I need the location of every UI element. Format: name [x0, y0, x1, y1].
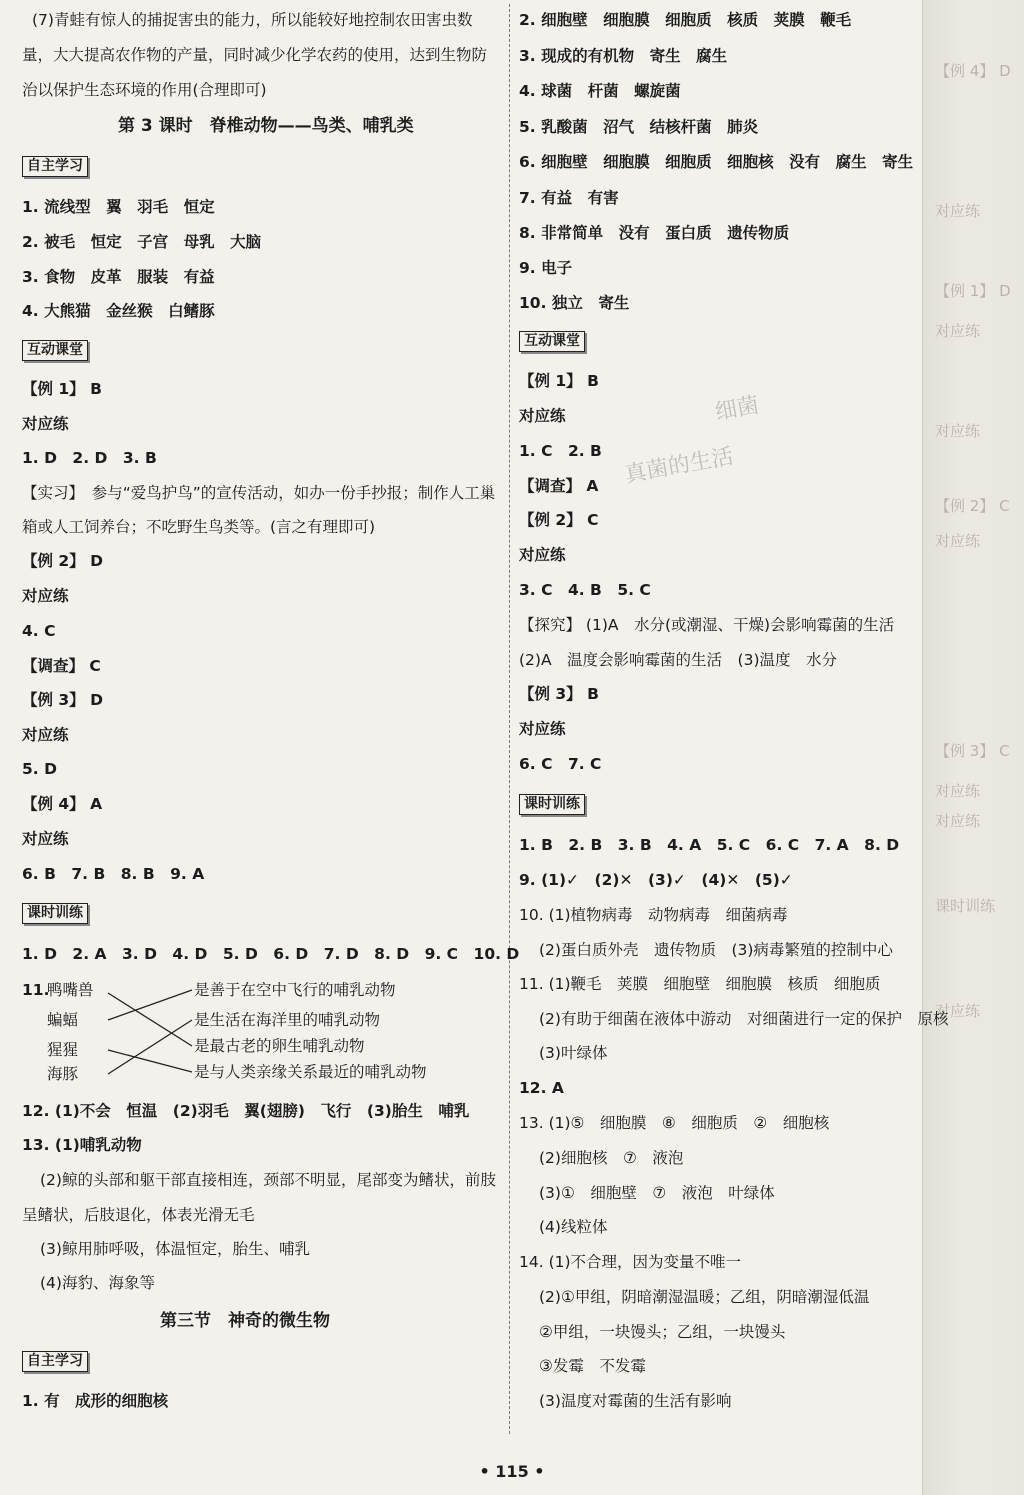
answer-line: 【例 1】 B [22, 380, 102, 398]
lesson-title: 第 3 课时 脊椎动物——鸟类、哺乳类 [118, 116, 414, 136]
answer-line: 14. (1)不合理，因为变量不唯一 [519, 1253, 742, 1271]
handwriting-line: 真菌的生活 [622, 444, 736, 488]
answer-line: 对应练 [519, 407, 566, 425]
answer-line: 4. 球菌 杆菌 螺旋菌 [519, 82, 681, 100]
answer-line: 对应练 [22, 830, 69, 848]
ghost-text: 对应练 [935, 422, 981, 440]
match-animal: 鸭嘴兽 [47, 981, 94, 999]
answer-line: 1. B 2. B 3. B 4. A 5. C 6. C 7. A 8. D [519, 836, 900, 854]
answer-line: 13. (1)⑤ 细胞膜 ⑧ 细胞质 ② 细胞核 [519, 1114, 830, 1132]
answer-line: 1. 有 成形的细胞核 [22, 1392, 169, 1410]
answer-line: 12. A [519, 1079, 564, 1097]
answer-line: 10. (1)植物病毒 动物病毒 细菌病毒 [519, 906, 788, 924]
adjacent-page-edge [922, 0, 1024, 1495]
answer-line: ③发霉 不发霉 [539, 1357, 646, 1375]
intro-text: (7)青蛙有惊人的捕捉害虫的能力，所以能较好地控制农田害虫数 [32, 11, 473, 29]
answer-line: (2)细胞核 ⑦ 液泡 [539, 1149, 684, 1167]
match-fact: 是善于在空中飞行的哺乳动物 [194, 981, 396, 999]
answer-line: 对应练 [22, 587, 69, 605]
tag-training: 课时训练 [519, 794, 585, 815]
answer-line: 11. (1)鞭毛 荚膜 细胞壁 细胞膜 核质 细胞质 [519, 975, 881, 993]
answer-line: (3)温度对霉菌的生活有影响 [539, 1392, 732, 1410]
answer-line: (4)线粒体 [539, 1218, 608, 1236]
match-line [108, 1050, 192, 1072]
answer-line: 【例 4】 A [22, 795, 103, 813]
answer-line: 【例 2】 C [519, 511, 599, 529]
ghost-text: 课时训练 [935, 897, 996, 915]
answer-line: 13. (1)哺乳动物 [22, 1136, 142, 1154]
match-animal: 猩猩 [47, 1041, 79, 1059]
answer-line: 9. (1)✓ (2)✕ (3)✓ (4)✕ (5)✓ [519, 871, 793, 889]
answer-line: 4. 大熊猫 金丝猴 白鳍豚 [22, 302, 215, 320]
ghost-text: 对应练 [935, 202, 981, 220]
answer-line: (3)叶绿体 [539, 1044, 608, 1062]
answer-line: 对应练 [22, 726, 69, 744]
match-animal: 蝙蝠 [47, 1011, 79, 1029]
handwriting-line: 细菌 [713, 393, 762, 426]
answer-line: 【例 2】 D [22, 552, 103, 570]
answer-line: 箱或人工饲养台；不吃野生鸟类等。(言之有理即可) [22, 518, 376, 536]
tag-interactive: 互动课堂 [519, 331, 585, 352]
answer-line: 呈鳍状，后肢退化，体表光滑无毛 [22, 1206, 255, 1224]
handwritten-note [613, 383, 771, 499]
answer-line: 8. 非常简单 没有 蛋白质 遗传物质 [519, 224, 790, 242]
answer-line: 【例 3】 D [22, 691, 103, 709]
answer-line: (3)① 细胞壁 ⑦ 液泡 叶绿体 [539, 1184, 775, 1202]
answer-line: 7. 有益 有害 [519, 189, 619, 207]
tag-training: 课时训练 [22, 903, 88, 924]
answer-line: 【调查】 A [519, 477, 599, 495]
answer-line: 【实习】 参与“爱鸟护鸟”的宣传活动，如办一份手抄报；制作人工巢 [22, 484, 496, 502]
intro-text: 治以保护生态环境的作用(合理即可) [22, 81, 267, 99]
answer-line: ②甲组，一块馒头；乙组，一块馒头 [539, 1323, 786, 1341]
answer-line: 12. (1)不会 恒温 (2)羽毛 翼(翅膀) 飞行 (3)胎生 哺乳 [22, 1102, 470, 1120]
answer-line: 3. 现成的有机物 寄生 腐生 [519, 47, 728, 65]
section-title: 第三节 神奇的微生物 [160, 1311, 330, 1331]
answer-line: 2. 细胞壁 细胞膜 细胞质 核质 荚膜 鞭毛 [519, 11, 852, 29]
match-line [108, 990, 192, 1020]
answer-line: 1. 流线型 翼 羽毛 恒定 [22, 198, 215, 216]
answer-line: 【探究】 (1)A 水分(或潮湿、干燥)会影响霉菌的生活 [519, 616, 895, 634]
page-number: • 115 • [479, 1462, 545, 1481]
answer-line: 2. 被毛 恒定 子宫 母乳 大脑 [22, 233, 262, 251]
answer-line: 10. 独立 寄生 [519, 294, 630, 312]
question-number: 11. [22, 981, 50, 999]
answer-line: (2)鲸的头部和躯干部直接相连，颈部不明显，尾部变为鳍状，前肢 [40, 1171, 496, 1189]
answer-line: 3. 食物 皮革 服装 有益 [22, 268, 215, 286]
answer-line: 对应练 [22, 415, 69, 433]
answer-line: 1. D 2. A 3. D 4. D 5. D 6. D 7. D 8. D 9. C 10. D [22, 945, 520, 963]
answer-line: 5. 乳酸菌 沼气 结核杆菌 肺炎 [519, 118, 759, 136]
ghost-text: 【例 2】 C [935, 497, 1010, 515]
answer-line: 1. C 2. B [519, 442, 602, 460]
ghost-text: 【例 1】 D [935, 282, 1011, 300]
answer-line: (2)蛋白质外壳 遗传物质 (3)病毒繁殖的控制中心 [539, 941, 893, 959]
ghost-text: 【例 4】 D [935, 62, 1011, 80]
answer-line: (3)鲸用肺呼吸，体温恒定，胎生、哺乳 [40, 1240, 310, 1258]
answer-line: 5. D [22, 760, 57, 778]
answer-line: 【例 1】 B [519, 372, 599, 390]
answer-line: 3. C 4. B 5. C [519, 581, 651, 599]
ghost-text: 对应练 [935, 532, 981, 550]
answer-line: (2)①甲组，阴暗潮湿温暖；乙组，阴暗潮湿低温 [539, 1288, 870, 1306]
match-line [108, 1020, 192, 1074]
answer-line: 6. B 7. B 8. B 9. A [22, 865, 205, 883]
answer-line: 【例 3】 B [519, 685, 599, 703]
ghost-text: 对应练 [935, 1002, 981, 1020]
answer-line: (4)海豹、海象等 [40, 1274, 155, 1292]
answer-line: 6. 细胞壁 细胞膜 细胞质 细胞核 没有 腐生 寄生 [519, 153, 914, 171]
answer-line: (2)A 温度会影响霉菌的生活 (3)温度 水分 [519, 651, 838, 669]
answer-line: 【调查】 C [22, 657, 101, 675]
ghost-text: 对应练 [935, 322, 981, 340]
answer-line: 1. D 2. D 3. B [22, 449, 157, 467]
tag-interactive: 互动课堂 [22, 340, 88, 361]
match-fact: 是生活在海洋里的哺乳动物 [194, 1011, 381, 1029]
ghost-text: 【例 3】 C [935, 742, 1010, 760]
answer-line: 对应练 [519, 720, 566, 738]
match-line [108, 993, 192, 1046]
intro-text: 量，大大提高农作物的产量，同时减少化学农药的使用，达到生物防 [22, 46, 488, 64]
answer-line: 6. C 7. C [519, 755, 602, 773]
answer-line: (2)有助于细菌在液体中游动 对细菌进行一定的保护 原核 [539, 1010, 949, 1028]
tag-self-study: 自主学习 [22, 1351, 88, 1372]
ghost-text: 对应练 [935, 812, 981, 830]
answer-line: 4. C [22, 622, 56, 640]
answer-line: 9. 电子 [519, 259, 573, 277]
tag-self-study: 自主学习 [22, 156, 88, 177]
match-animal: 海豚 [47, 1065, 79, 1083]
column-divider [509, 4, 510, 1434]
ghost-text: 对应练 [935, 782, 981, 800]
match-fact: 是与人类亲缘关系最近的哺乳动物 [194, 1063, 427, 1081]
match-fact: 是最古老的卵生哺乳动物 [194, 1037, 365, 1055]
answer-line: 对应练 [519, 546, 566, 564]
matching-lines [42, 980, 202, 1090]
